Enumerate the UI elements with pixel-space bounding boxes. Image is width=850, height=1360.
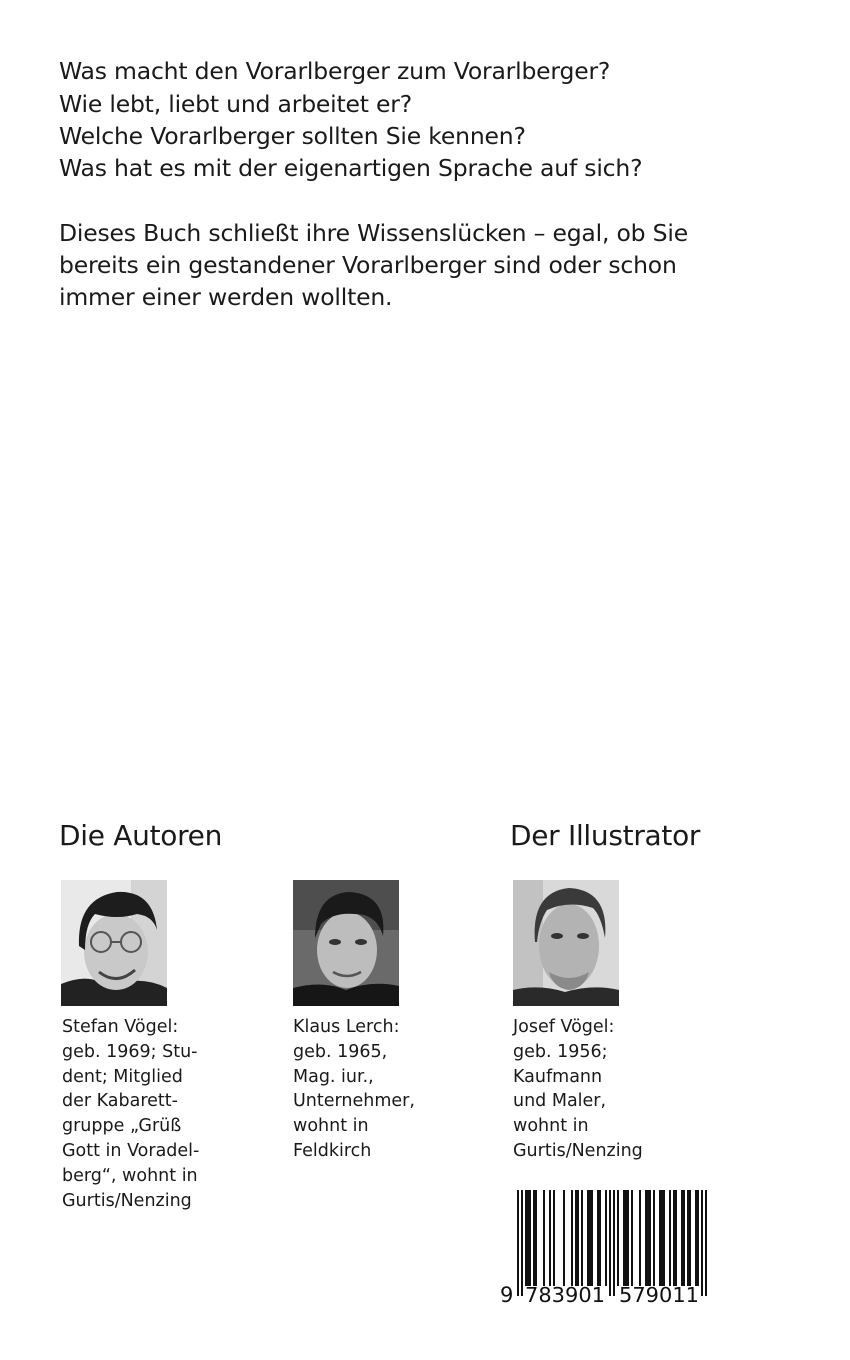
question-line: Welche Vorarlberger sollten Sie kennen?: [59, 122, 526, 150]
isbn-barcode: [500, 1188, 722, 1306]
author-photo-klaus: [293, 880, 399, 1006]
paragraph-line: immer einer werden wollten.: [59, 283, 393, 311]
barcode-bar: [623, 1190, 625, 1286]
barcode-bar: [627, 1190, 629, 1286]
barcode-bar: [543, 1190, 545, 1286]
barcode-right-digits: 579011: [619, 1283, 699, 1306]
barcode-bar: [701, 1190, 703, 1296]
bio-klaus: [293, 1015, 415, 1164]
bio-line: und Maler,: [513, 1091, 607, 1112]
barcode-left-digits: 783901: [525, 1283, 605, 1306]
bio-line: Gurtis/Nenzing: [513, 1140, 643, 1161]
bio-line: Josef Vögel:: [513, 1017, 615, 1037]
barcode-bar: [675, 1190, 677, 1286]
barcode-bar: [689, 1190, 691, 1286]
barcode-bar: [609, 1190, 611, 1296]
bio-line: gruppe „Grüß: [62, 1116, 182, 1137]
question-line: Was hat es mit der eigenartigen Sprache auf sich?: [59, 154, 643, 182]
barcode-bar: [659, 1190, 661, 1286]
barcode-bar: [645, 1190, 647, 1286]
bio-line: geb. 1969; Stu-: [62, 1041, 198, 1062]
barcode-bar: [517, 1190, 519, 1296]
barcode-bar: [587, 1190, 589, 1286]
illustrator-photo-josef: [513, 880, 619, 1006]
bio-line: Gurtis/Nenzing: [62, 1190, 192, 1211]
bio-line: berg“, wohnt in: [62, 1165, 198, 1186]
barcode-bar: [525, 1190, 527, 1286]
barcode-bar: [631, 1190, 633, 1286]
bio-line: der Kabarett-: [62, 1091, 178, 1112]
barcode-bar: [589, 1190, 591, 1286]
barcode-bar: [613, 1190, 615, 1296]
barcode-bar: [653, 1190, 655, 1286]
authors-heading: Die Autoren: [59, 819, 223, 852]
question-line: Was macht den Vorarlberger zum Vorarlberger?: [59, 57, 611, 85]
barcode-bar: [533, 1190, 535, 1286]
bio-line: Gott in Voradel-: [62, 1140, 200, 1161]
barcode-bar: [705, 1190, 707, 1296]
bio-line: Feldkirch: [293, 1140, 372, 1161]
bio-line: wohnt in: [513, 1116, 589, 1137]
barcode-bar: [669, 1190, 671, 1286]
barcode-bar: [535, 1190, 537, 1286]
barcode-bar: [625, 1190, 627, 1286]
author-photo-stefan: [61, 880, 167, 1006]
barcode-bar: [581, 1190, 583, 1286]
barcode-bar: [617, 1190, 619, 1286]
barcode-bar: [591, 1190, 593, 1286]
bio-stefan: [62, 1015, 199, 1213]
barcode-bar: [553, 1190, 555, 1286]
bio-josef: [513, 1015, 643, 1164]
barcode-bar: [577, 1190, 579, 1286]
bio-line: wohnt in: [293, 1116, 369, 1137]
bio-line: Kaufmann: [513, 1066, 603, 1087]
bio-line: geb. 1956;: [513, 1041, 608, 1062]
barcode-bar: [549, 1190, 551, 1286]
bio-line: Unternehmer,: [293, 1091, 415, 1112]
barcode-bar: [683, 1190, 685, 1286]
barcode-bar: [687, 1190, 689, 1286]
barcode-bar: [639, 1190, 641, 1286]
barcode-first-digit: 9: [500, 1283, 514, 1306]
bio-line: Mag. iur.,: [293, 1066, 374, 1087]
barcode-bar: [673, 1190, 675, 1286]
barcode-bar: [527, 1190, 529, 1286]
paragraph-line: bereits ein gestandener Vorarlberger sind oder schon: [59, 251, 677, 279]
barcode-bar: [597, 1190, 599, 1286]
barcode-bar: [605, 1190, 607, 1286]
barcode-bar: [599, 1190, 601, 1286]
barcode-bar: [571, 1190, 573, 1286]
barcode-bar: [649, 1190, 651, 1286]
barcode-bars: [500, 1188, 722, 1306]
question-line: Wie lebt, liebt und arbeitet er?: [59, 90, 413, 118]
bio-line: Klaus Lerch:: [293, 1017, 400, 1037]
barcode-bar: [575, 1190, 577, 1286]
barcode-bar: [681, 1190, 683, 1286]
illustrator-heading: Der Illustrator: [510, 819, 701, 852]
bio-line: Stefan Vögel:: [62, 1017, 179, 1037]
paragraph-line: Dieses Buch schließt ihre Wissenslücken – egal, ob Sie: [59, 219, 688, 247]
barcode-bar: [695, 1190, 697, 1286]
barcode-bar: [563, 1190, 565, 1286]
barcode-bar: [647, 1190, 649, 1286]
barcode-bar: [521, 1190, 523, 1296]
barcode-bar: [661, 1190, 663, 1286]
barcode-bar: [697, 1190, 699, 1286]
barcode-bar: [663, 1190, 665, 1286]
barcode-bar: [529, 1190, 531, 1286]
bio-line: geb. 1965,: [293, 1041, 388, 1062]
bio-line: dent; Mitglied: [62, 1066, 183, 1087]
